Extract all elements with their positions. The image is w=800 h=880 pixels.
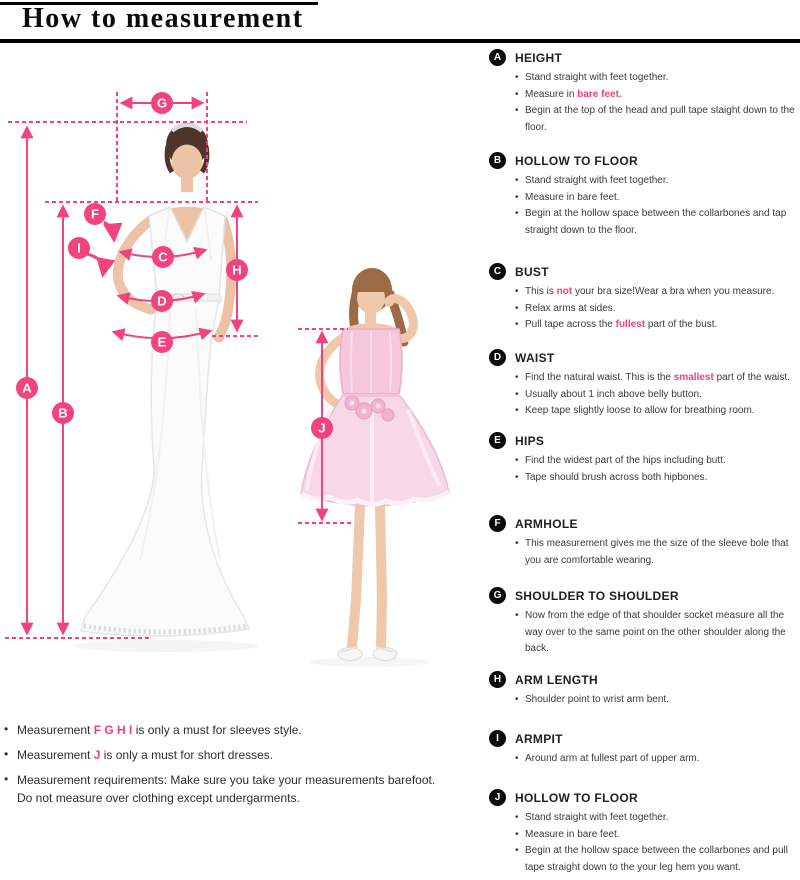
section-title: ARMPIT: [515, 732, 563, 746]
instruction-bullet: [515, 206, 795, 239]
section-letter-badge: H: [489, 671, 506, 688]
section-letter-badge: G: [489, 587, 506, 604]
measurement-diagram: [0, 0, 490, 710]
instruction-bullet: [515, 387, 795, 404]
section-title: SHOULDER TO SHOULDER: [515, 589, 679, 603]
svg-text:B: B: [58, 405, 68, 421]
page-title: How to measurement: [22, 3, 304, 34]
measure-label-E: [151, 331, 173, 353]
section-title: HIPS: [515, 434, 545, 448]
highlighted-text: fullest: [615, 319, 646, 330]
section-letter-badge: I: [489, 730, 506, 747]
text-segment: Find the natural waist. This is the: [525, 372, 674, 383]
svg-text:D: D: [157, 293, 167, 309]
section-letter-badge: J: [489, 789, 506, 806]
text-segment: Stand straight with feet together.: [525, 72, 669, 83]
section-hips: [489, 433, 795, 486]
text-segment: Shoulder point to wrist arm bent.: [525, 694, 669, 705]
text-segment: Pull tape across the: [525, 319, 616, 330]
section-title: ARMHOLE: [515, 517, 578, 531]
text-segment: Do not measure over clothing except undergarments.: [17, 791, 300, 805]
highlighted-text: F G H I: [93, 723, 133, 737]
measure-line-I: [87, 254, 103, 274]
instruction-bullet: [515, 103, 795, 136]
section-bust: [489, 264, 795, 334]
section-armpit: [489, 731, 795, 768]
section-hollow-to-floor: [489, 153, 795, 239]
instruction-bullet: [515, 692, 795, 709]
highlighted-text: smallest: [673, 372, 714, 383]
measure-label-A: [16, 377, 38, 399]
section-waist: [489, 350, 795, 420]
instruction-bullet: [515, 403, 795, 420]
instruction-sections: [489, 0, 797, 880]
short-dress-figure: [301, 268, 449, 667]
section-height: [489, 50, 795, 136]
text-segment: Stand straight with feet together.: [525, 812, 669, 823]
text-segment: Measurement: [17, 723, 94, 737]
text-segment: Now from the edge of that shoulder socket measure all the way over to the same point on the other shoulder along the back.: [525, 610, 786, 654]
instruction-bullet: [515, 536, 795, 569]
text-segment: Begin at the hollow space between the collarbones and pull tape straight down to the your leg hem you want.: [525, 845, 788, 873]
text-segment: Find the widest part of the hips including butt.: [525, 455, 726, 466]
highlighted-text: not: [556, 286, 573, 297]
text-segment: Keep tape slightly loose to allow for breathing room.: [525, 405, 755, 416]
text-segment: Measure in: [525, 88, 578, 100]
measure-label-G: [151, 92, 173, 114]
section-hollow-to-floor: [489, 790, 795, 876]
highlighted-text: bare feet.: [577, 88, 622, 100]
section-letter-badge: E: [489, 432, 506, 449]
section-title: BUST: [515, 265, 549, 279]
text-segment: is only a must for short dresses.: [100, 748, 274, 762]
measure-label-D: [151, 290, 173, 312]
instruction-bullet: [515, 370, 795, 387]
note-line: [4, 721, 482, 739]
text-segment: Begin at the hollow space between the collarbones and tap straight down to the floor.: [525, 208, 787, 236]
text-segment: This is: [525, 286, 557, 297]
section-armhole: [489, 516, 795, 569]
text-segment: part of the bust.: [645, 319, 718, 330]
text-segment: Measure in bare feet.: [525, 828, 620, 840]
note-line: [4, 746, 482, 764]
svg-text:G: G: [156, 95, 168, 111]
svg-text:A: A: [22, 380, 32, 396]
text-segment: your bra size!Wear a bra when you measure.: [572, 286, 775, 297]
instruction-bullet: [515, 301, 795, 318]
instruction-bullet: [515, 284, 795, 301]
section-letter-badge: D: [489, 349, 506, 366]
measure-label-I: [68, 237, 90, 259]
instruction-bullet: [515, 87, 795, 104]
svg-text:F: F: [91, 206, 99, 222]
measure-label-H: [226, 259, 248, 281]
text-segment: Measure in bare feet.: [525, 191, 620, 203]
measure-label-F: [84, 203, 106, 225]
text-segment: Usually about 1 inch above belly button.: [525, 388, 702, 400]
text-segment: is only a must for sleeves style.: [132, 723, 302, 737]
highlighted-text: J: [93, 748, 101, 762]
section-shoulder-to-shoulder: [489, 588, 795, 658]
text-segment: Begin at the top of the head and pull tape staight down to the floor.: [525, 105, 795, 133]
section-letter-badge: F: [489, 515, 506, 532]
text-segment: Around arm at fullest part of upper arm.: [525, 753, 700, 764]
svg-text:C: C: [158, 249, 168, 265]
instruction-bullet: [515, 190, 795, 207]
text-segment: This measurement gives me the size of the sleeve bole that you are comfortable wearing.: [525, 538, 789, 566]
section-arm-length: [489, 672, 795, 709]
svg-text:J: J: [318, 420, 326, 436]
instruction-bullet: [515, 470, 795, 487]
section-title: HEIGHT: [515, 51, 563, 65]
section-letter-badge: B: [489, 152, 506, 169]
section-title: HOLLOW TO FLOOR: [515, 154, 638, 168]
instruction-bullet: [515, 173, 795, 190]
measure-label-B: [52, 402, 74, 424]
text-segment: Stand straight with feet together.: [525, 175, 669, 186]
section-title: WAIST: [515, 351, 555, 365]
measure-label-C: [152, 246, 174, 268]
instruction-bullet: [515, 70, 795, 87]
instruction-bullet: [515, 810, 795, 827]
svg-text:E: E: [157, 334, 167, 350]
bottom-notes: [4, 721, 482, 814]
note-line: [4, 771, 482, 807]
text-segment: Measurement requirements: Make sure you take your measurements barefoot.: [17, 773, 436, 787]
measure-line-F: [104, 222, 114, 239]
text-segment: part of the waist.: [713, 372, 790, 383]
instruction-bullet: [515, 843, 795, 876]
measure-label-J: [311, 417, 333, 439]
instruction-bullet: [515, 453, 795, 470]
section-title: ARM LENGTH: [515, 673, 598, 687]
svg-text:I: I: [77, 240, 81, 256]
instruction-bullet: [515, 608, 795, 658]
section-title: HOLLOW TO FLOOR: [515, 791, 638, 805]
section-letter-badge: A: [489, 49, 506, 66]
text-segment: Tape should brush across both hipbones.: [525, 471, 708, 483]
instruction-bullet: [515, 827, 795, 844]
svg-text:H: H: [232, 262, 242, 278]
instruction-bullet: [515, 317, 795, 334]
instruction-bullet: [515, 751, 795, 768]
text-segment: Measurement: [17, 748, 94, 762]
text-segment: Relax arms at sides.: [525, 302, 616, 314]
section-letter-badge: C: [489, 263, 506, 280]
